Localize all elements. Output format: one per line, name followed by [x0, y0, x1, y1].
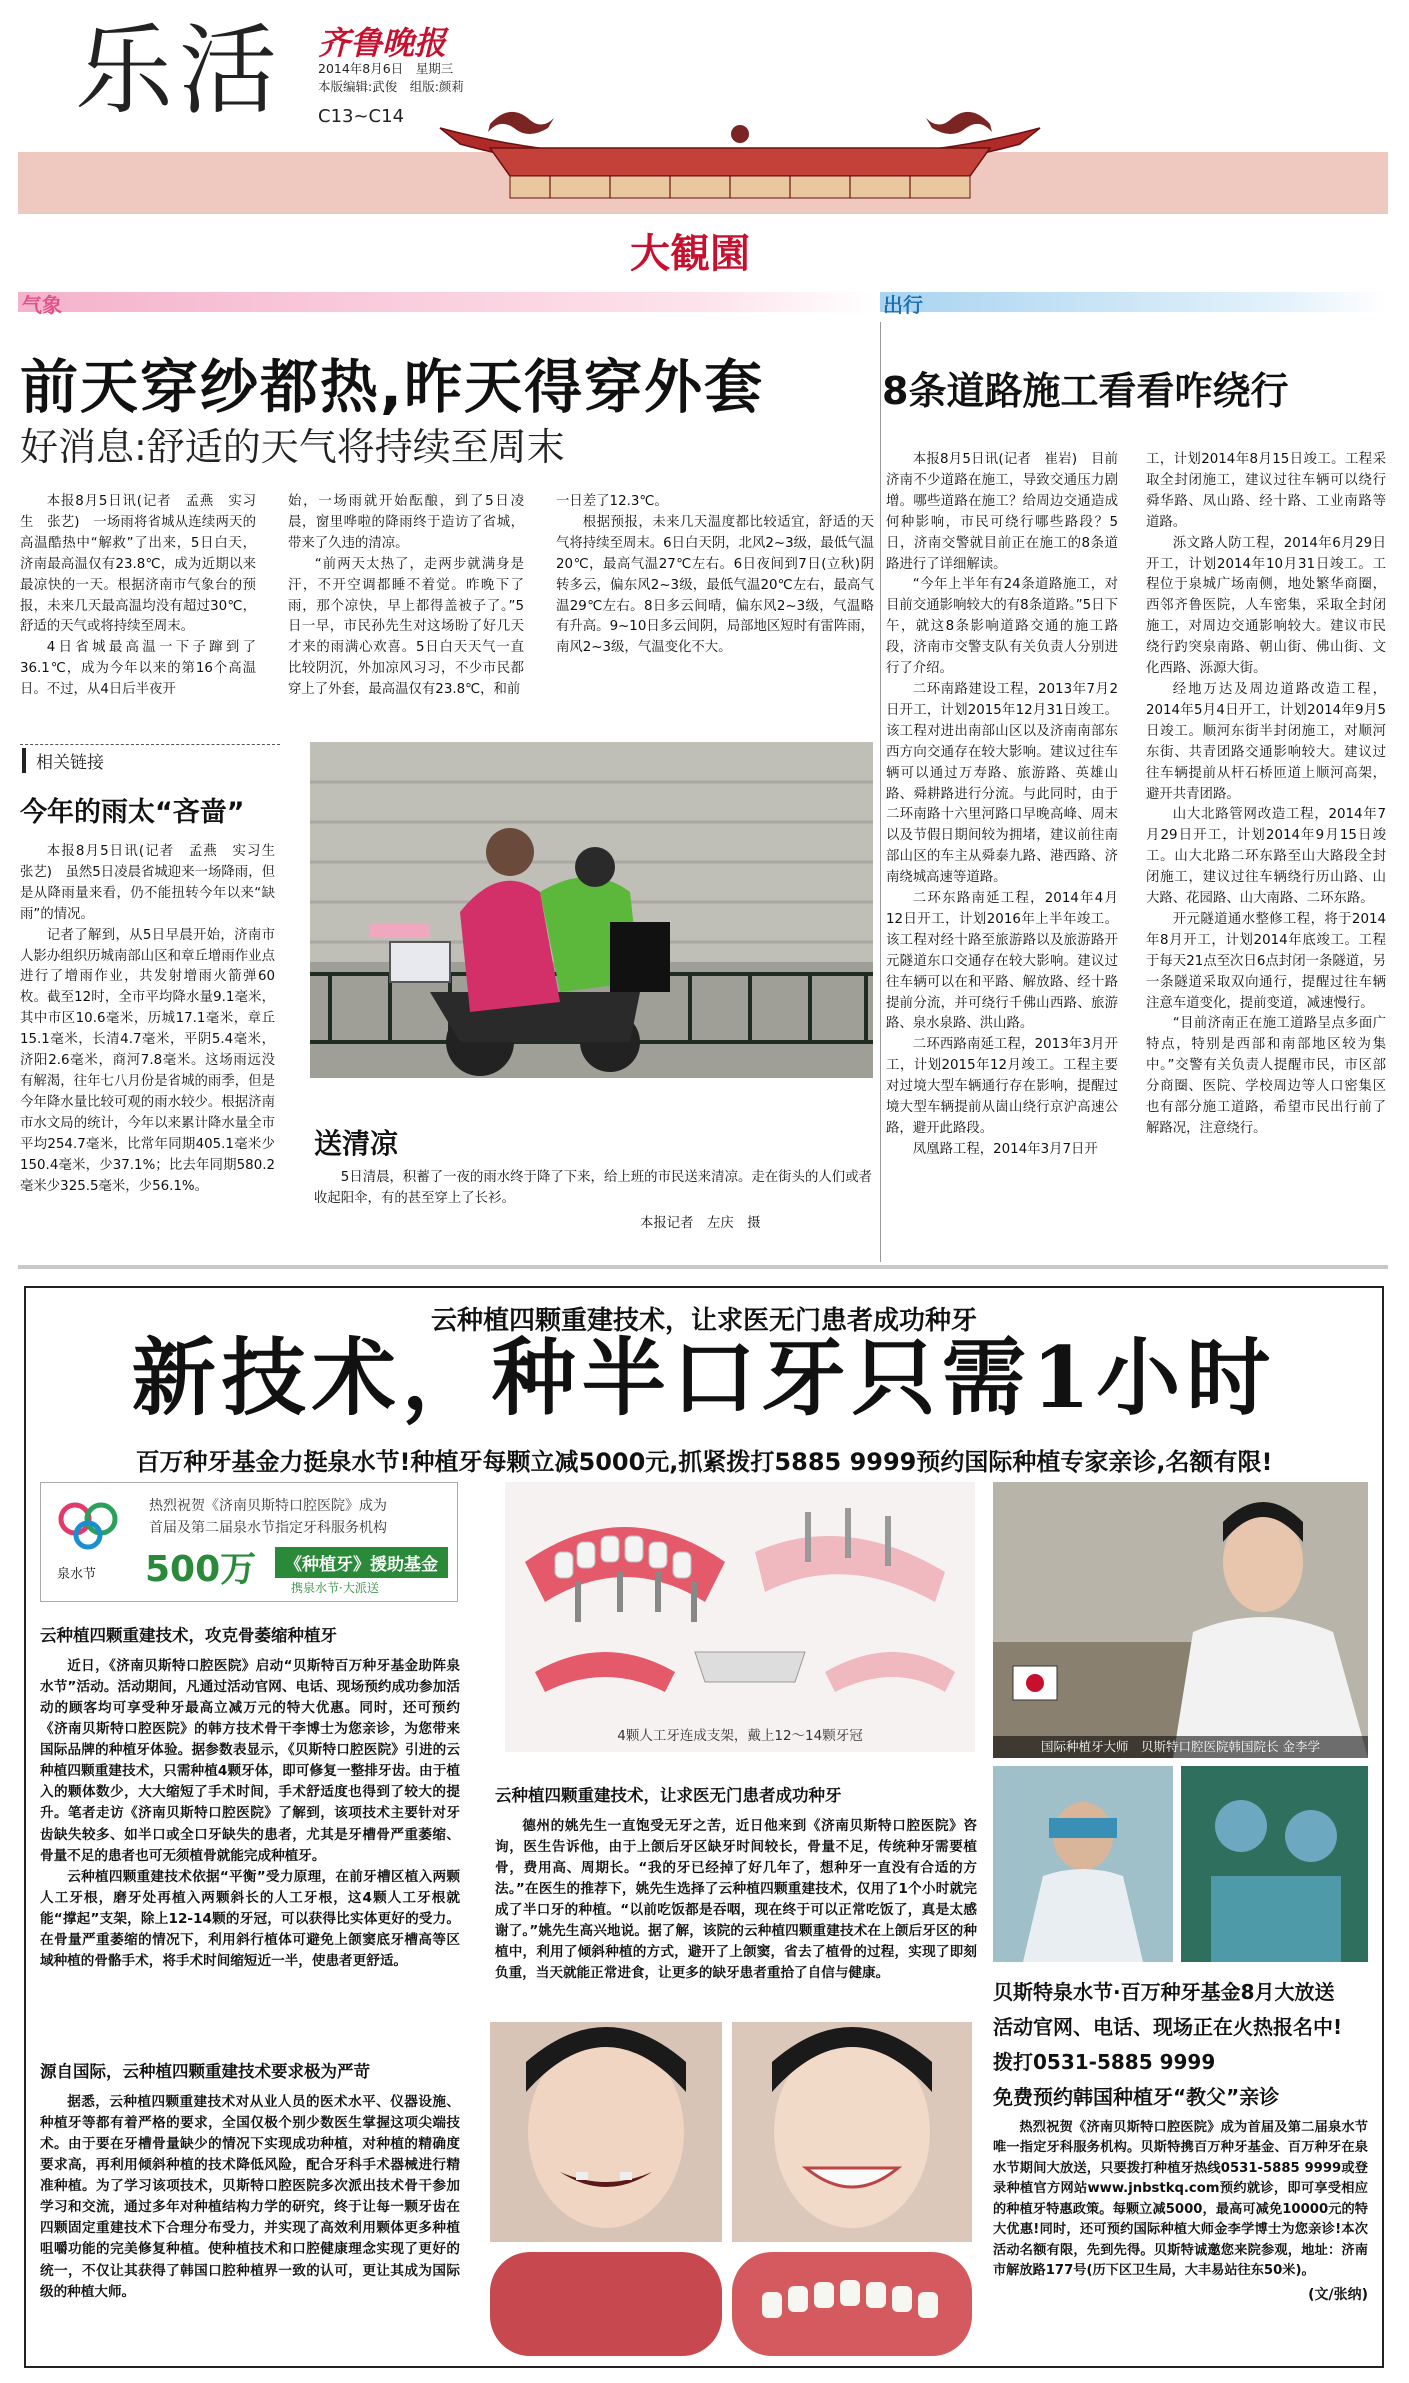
related-title: 今年的雨太“吝啬” [20, 797, 245, 828]
ad-byline: (文/张纳) [1308, 2286, 1368, 2303]
diagram-caption: 4颗人工牙连成支架，戴上12～14颗牙冠 [617, 1728, 863, 1744]
related-para: 记者了解到，从5日早晨开始，济南市人影办组织历城南部山区和章丘增雨作业点进行了增雨作业，共发射增雨火箭弹60枚。截至12时，全市平均降水量9.1毫米，其中市区10.6毫米，历城17.1毫米，章丘15.1毫米，长清4.7毫米，平阴5.4毫米，济阳2.6毫米，商河7.8毫米。这场雨远没有解渴，往年七八月份是省城的雨季，但是今年降水量比较可观的雨水较少。根据济南市水文局的统计，今年以来累计降水量全市平均254.7毫米，比常年同期405.1毫米少150.4毫米，少37.1%；比去年同期580.2毫米少325.5毫米，少56.1%。 [20, 927, 275, 1194]
weather-subhead: 好消息:舒适的天气将持续至周末 [20, 425, 565, 469]
ad-top-line: 云种植四颗重建技术，让求医无门患者成功种牙 [430, 1306, 977, 1336]
ad-para: 近日，《济南贝斯特口腔医院》启动“贝斯特百万种牙基金助阵泉水节”活动。活动期间，凡通过活动官网、电话、现场预约成功参加活动的顾客均可享受种牙最高立减万元的特大优惠。同时，还可预约《济南贝斯特口腔医院》的韩方技术骨干李博士为您亲诊，为您带来国际品牌的种植牙体验。据参数表显示，《贝斯特口腔医院》引进的云种植四颗重建技术，只需种植4颗牙体，即可修复一整排牙齿。由于植入的颗体数少，大大缩短了手术时间，手术舒适度也得到了较大的提升。笔者走访《济南贝斯特口腔医院》了解到，该项技术主要针对牙齿缺失较多、如半口或全口牙缺失的患者，尤其是牙槽骨严重萎缩、骨量不足的患者也可无须植骨就能完成种植牙。 [40, 1658, 460, 1864]
traffic-col-1 [886, 450, 1118, 1161]
ad-big-title: 新技术，种半口牙只需1小时 [131, 1328, 1277, 1427]
weather-headline: 前天穿纱都热,昨天得穿外套 [20, 353, 765, 421]
weather-col-3 [556, 492, 874, 659]
traffic-para: 凤凰路工程，2014年3月7日开 [912, 1141, 1098, 1157]
photo-caption-title: 送清凉 [314, 1127, 399, 1160]
traffic-para: 山大北路管网改造工程，2014年7月29日开工，计划2014年9月15日竣工。山大北路二环东路至山大路段全封闭施工，建议过往车辆绕行历山路、山大路、花园路、山大南路、二环东路。 [1146, 807, 1386, 907]
teeth-after-photo [732, 2252, 972, 2356]
traffic-headline: 8条道路施工看看咋绕行 [882, 369, 1289, 413]
festival-name: 泉水节 [57, 1567, 97, 1582]
traffic-section-label: 出行 [883, 293, 923, 317]
traffic-para: 泺文路人防工程，2014年6月29日开工，计划2014年10月31日竣工。工程位于泉城广场南侧，地处繁华商圈，西邻齐鲁医院，人车密集，采取全封闭施工，对周边交通影响较大。建议市民绕行趵突泉南路、朝山街、佛山街、文化西路、泺源大街。 [1146, 535, 1386, 677]
editor-credit: 本版编辑:武俊 组版:颜莉 [318, 79, 464, 95]
photo-caption [314, 1168, 872, 1210]
event-heading-2: 活动官网、电话、现场正在火热报名中! [993, 2015, 1343, 2039]
related-box-rule [20, 744, 280, 745]
doctor-portrait [993, 1482, 1368, 1758]
page-divider [18, 1265, 1388, 1269]
implant-diagram [505, 1482, 975, 1752]
weather-para: 始，一场雨就开始酝酿，到了5日凌晨，窗里哗啦的降雨终于造访了省城，带来了久违的清凉。 [288, 494, 524, 551]
ad-mid-heading: 云种植四颗重建技术，让求医无门患者成功种牙 [495, 1786, 842, 1805]
ad-sub-line: 百万种牙基金力挺泉水节!种植牙每颗立减5000元,抓紧拨打5885 9999预约国际种植专家亲诊,名额有限! [135, 1448, 1273, 1476]
traffic-para: 开元隧道通水整修工程，将于2014年8月开工，计划2014年底竣工。工程于每天21点至次日6点封闭一条隧道，另一条隧道采取双向通行，提醒过往车辆注意车道变化，提前变道，减速慢行。 [1146, 911, 1386, 1011]
doctor-photo [993, 1482, 1368, 1758]
scooter-riders-photo [310, 742, 873, 1078]
patient-after-photo [732, 2022, 972, 2242]
ad-para: 德州的姚先生一直饱受无牙之苦，近日他来到《济南贝斯特口腔医院》咨询，医生告诉他，由于上颌后牙区缺牙时间较长，骨量不足，传统种牙需要植骨，费用高、周期长。“我的牙已经掉了好几年了，想种牙一直没有合适的方法。”在医生的推荐下，姚先生选择了云种植四颗重建技术，仅用了1个小时就完成了半口牙的种植。“以前吃饭都是吞咽，现在终于可以正常吃饭了，真是太感谢了。”姚先生高兴地说。据了解，该院的云种植四颗重建技术在上颌后牙区的种植中，利用了倾斜种植的方式，避开了上颌窦，省去了植骨的过程，实现了即刻负重，当天就能正常进食，让更多的缺牙患者重拾了自信与健康。 [495, 1818, 977, 1982]
surgery-scene [993, 1766, 1173, 1962]
weather-section-label: 气象 [22, 293, 62, 317]
ad-left-body-1 [40, 1656, 460, 1972]
fund-line-2: 首届及第二届泉水节指定牙科服务机构 [149, 1520, 387, 1536]
fund-tag: 《种植牙》援助基金 [275, 1547, 448, 1578]
doctor-caption: 国际种植牙大师 贝斯特口腔医院韩国院长 金李学 [993, 1736, 1368, 1758]
traffic-para: 二环东路南延工程，2014年4月12日开工，计划2016年上半年竣工。该工程对经十路至旅游路以及旅游路开元隧道东口交通存在较大影响。建议过往车辆可以在和平路、解放路、经十路提前分流，并可绕行千佛山西路、旅游路、泉水泉路、洪山路。 [886, 891, 1118, 1032]
fund-amount: 500万 [145, 1549, 257, 1590]
weather-para: 4日省城最高温一下子蹿到了36.1℃，成为今年以来的第16个高温日。不过，从4日后半夜开 [20, 640, 256, 698]
event-body [993, 2118, 1368, 2282]
related-label: 相关链接 [22, 748, 104, 773]
fund-line-1: 热烈祝贺《济南贝斯特口腔医院》成为 [149, 1498, 387, 1514]
traffic-para: “目前济南正在施工道路呈点多面广特点，特别是西部和南部地区较为集中。”交警有关负责人提醒市民，市区部分商圈、医院、学校周边等人口密集区也有部分施工道路，希望市民出行前了解路况，注意绕行。 [1146, 1016, 1386, 1136]
newspaper-name: 齐鲁晚报 [318, 24, 447, 62]
surgery-photo-2 [1181, 1766, 1368, 1962]
event-box [993, 1968, 1368, 2364]
traffic-para: “今年上半年有24条道路施工，对目前交通影响较大的有8条道路。”5日下午，就这8条影响道路交通的施工路段，济南市交警支队有关负责人分别进行了介绍。 [886, 577, 1118, 677]
ad-left-heading-2: 源自国际，云种植四颗重建技术要求极为严苛 [40, 2062, 370, 2081]
traffic-para: 经地万达及周边道路改造工程，2014年5月4日开工，计划2014年9月5日竣工。顺河东街半封闭施工，对顺河东街、共青团路交通影响较大。建议过往车辆提前从杆石桥匝道上顺河高架，避开共青团路。 [1146, 681, 1386, 802]
related-body [20, 842, 289, 1197]
event-para: 热烈祝贺《济南贝斯特口腔医院》成为首届及第二届泉水节唯一指定牙科服务机构。贝斯特携百万种牙基金、百万种牙在泉水节期间大放送，只要拨打种植牙热线0531-5885 9999或登录种植官方网站www.jnbstkq.com预约就诊，即可享受相应的种植牙特惠政策。每颗立减5000，最高可减免10000元的特大优惠!同时，还可预约国际种植大师金李学博士为您亲诊!本次活动名额有限，先到先得。贝斯特诚邀您来院参观，地址：济南市解放路177号(历下区卫生局，大丰易站往东50米)。 [993, 2120, 1368, 2279]
dental-implant-illustration [505, 1482, 975, 1722]
weather-para: 本报8月5日讯(记者 孟燕 实习生 张艺) 一场雨将省城从连续两天的高温酷热中“解救”了出来，5日白天，济南最高温仅有23.8℃，成为近期以来最凉快的一天。根据济南市气象台的预报，未来几天最高温均没有超过30℃，舒适的天气或将持续至周末。 [20, 494, 256, 635]
weather-section-bar [18, 292, 876, 312]
implant-teeth-after [732, 2252, 972, 2356]
ad-left-heading-1: 云种植四颗重建技术，攻克骨萎缩种植牙 [40, 1626, 337, 1645]
patient-smile-before [490, 2022, 722, 2242]
traffic-para: 二环西路南延工程，2013年3月开工，计划2015年12月竣工。工程主要对过境大型车辆通行存在影响，提醒过境大型车辆提前从崮山绕行京沪高速公路，避开此路段。 [886, 1037, 1118, 1136]
photo-credit: 本报记者 左庆 摄 [640, 1216, 761, 1231]
patient-before-photo [490, 2022, 722, 2242]
event-heading-1: 贝斯特泉水节·百万种牙基金8月大放送 [993, 1980, 1335, 2004]
patient-smile-after [732, 2022, 972, 2242]
event-phone: 拨打0531-5885 9999 [993, 2050, 1216, 2074]
traffic-para: 工，计划2014年8月15日竣工。工程采取全封闭施工，建议过往车辆可以绕行舜华路、凤山路、经十路、工业南路等道路。 [1146, 452, 1386, 530]
surgery-photo-1 [993, 1766, 1173, 1962]
pavilion-roof-illustration [430, 58, 1050, 228]
weather-para: 一日差了12.3℃。 [556, 494, 668, 509]
spring-festival-logo-icon [55, 1497, 125, 1553]
fund-foot: 携泉水节·大派送 [291, 1581, 379, 1595]
surgery-team [1181, 1766, 1368, 1962]
ad-para: 云种植四颗重建技术依据“平衡”受力原理，在前牙槽区植入两颗人工牙根，磨牙处再植入两颗斜长的人工牙根，这4颗人工牙根就能“撑起”支架，除上12-14颗的牙冠，可以获得比实体更好的受力。在骨量严重萎缩的情况下，利用斜行植体可避免上颌窦底牙槽高等区域种植的骨骼手术，将手术时间缩短近一半，使患者更舒适。 [40, 1868, 460, 1969]
section-logo: 大観園 [630, 230, 750, 277]
ad-mid-body [495, 1816, 977, 1985]
issue-date: 2014年8月6日 星期三 [318, 61, 454, 76]
column-divider [880, 322, 881, 1262]
weather-para: 根据预报，未来几天温度都比较适宜，舒适的天气将持续至周末。6日白天阴，北风2~3级，最低气温20℃，最高气温27℃左右。6日夜间到7日(立秋)阴转多云，偏东风2~3级，最低气温20℃左右，最高气温29℃左右。8日多云间晴，偏东风2~3级，气温略有升高。9~10日多云间阴，局部地区短时有雷阵雨，南风2~3级，气温变化不大。 [556, 514, 874, 656]
teeth-before-photo [490, 2252, 722, 2356]
ad-para: 据悉，云种植四颗重建技术对从业人员的医术水平、仪器设施、种植牙等都有着严格的要求，全国仅极个别少数医生掌握这项尖端技术。由于要在牙槽骨量缺少的情况下实现成功种植，对种植的精确度要求高，再利用倾斜种植的技术降低风险，配合牙科手术器械进行精准种植。为了学习该项技术，贝斯特口腔医院多次派出技术骨干参加学习和交流，通过多年对种植结构力学的研究，终于让每一颗牙齿在四颗固定重建技术下合理分布受力，并实现了高效利用颗体更多种植咀嚼功能的完美修复种植。使种植技术和口腔健康理念实现了更好的统一，不仅让其获得了韩国口腔种植界一致的认可，更让其成为国际级的种植大师。 [40, 2094, 460, 2300]
event-heading-3: 免费预约韩国种植牙“教父”亲诊 [993, 2085, 1280, 2109]
fund-box [40, 1482, 458, 1602]
traffic-section-bar [880, 292, 1388, 312]
ad-left-body-2 [40, 2092, 460, 2303]
weather-col-1 [20, 492, 256, 701]
traffic-col-2 [1146, 450, 1386, 1140]
photo-caption-text: 5日清晨，积蓄了一夜的雨水终于降了下来，给上班的市民送来清凉。走在街头的人们或者收起阳伞，有的甚至穿上了长衫。 [314, 1170, 872, 1206]
weather-para: “前两天太热了，走两步就满身是汗，不开空调都睡不着觉。昨晚下了雨，那个凉快，早上都得盖被子了。”5日一早，市民孙先生对这场盼了好几天才来的雨满心欢喜。5日白天天气一直比较阴沉，外加凉风习习，不少市民都穿上了外套，最高温仅有23.8℃，和前 [288, 556, 524, 698]
traffic-para: 本报8月5日讯(记者 崔岩) 目前济南不少道路在施工，导致交通压力剧增。哪些道路在施工？给周边交通造成何种影响，市民可绕行哪些路段？5日，济南交警就目前正在施工的8条道路进行了详细解读。 [886, 452, 1118, 572]
related-para: 本报8月5日讯(记者 孟燕 实习生 张艺) 虽然5日凌晨省城迎来一场降雨，但是从降雨量来看，仍不能扭转今年以来“缺雨”的情况。 [20, 844, 289, 922]
page-numbers: C13~C14 [318, 106, 405, 127]
news-photo [310, 742, 873, 1078]
section-title: 乐活 [75, 14, 284, 128]
traffic-para: 二环南路建设工程，2013年7月2日开工，计划2015年12月31日竣工。该工程对进出南部山区以及济南南部东西方向交通存在较大影响。建议过往车辆可以通过万寿路、旅游路、英雄山路、舜耕路进行分流。与此同时，由于二环南路十六里河路口早晚高峰、周末以及节假日期间较为拥堵，建议前往南部山区的车主从舜泰九路、港西路、济南绕城高速等道路。 [886, 681, 1118, 886]
weather-col-2 [288, 492, 524, 701]
